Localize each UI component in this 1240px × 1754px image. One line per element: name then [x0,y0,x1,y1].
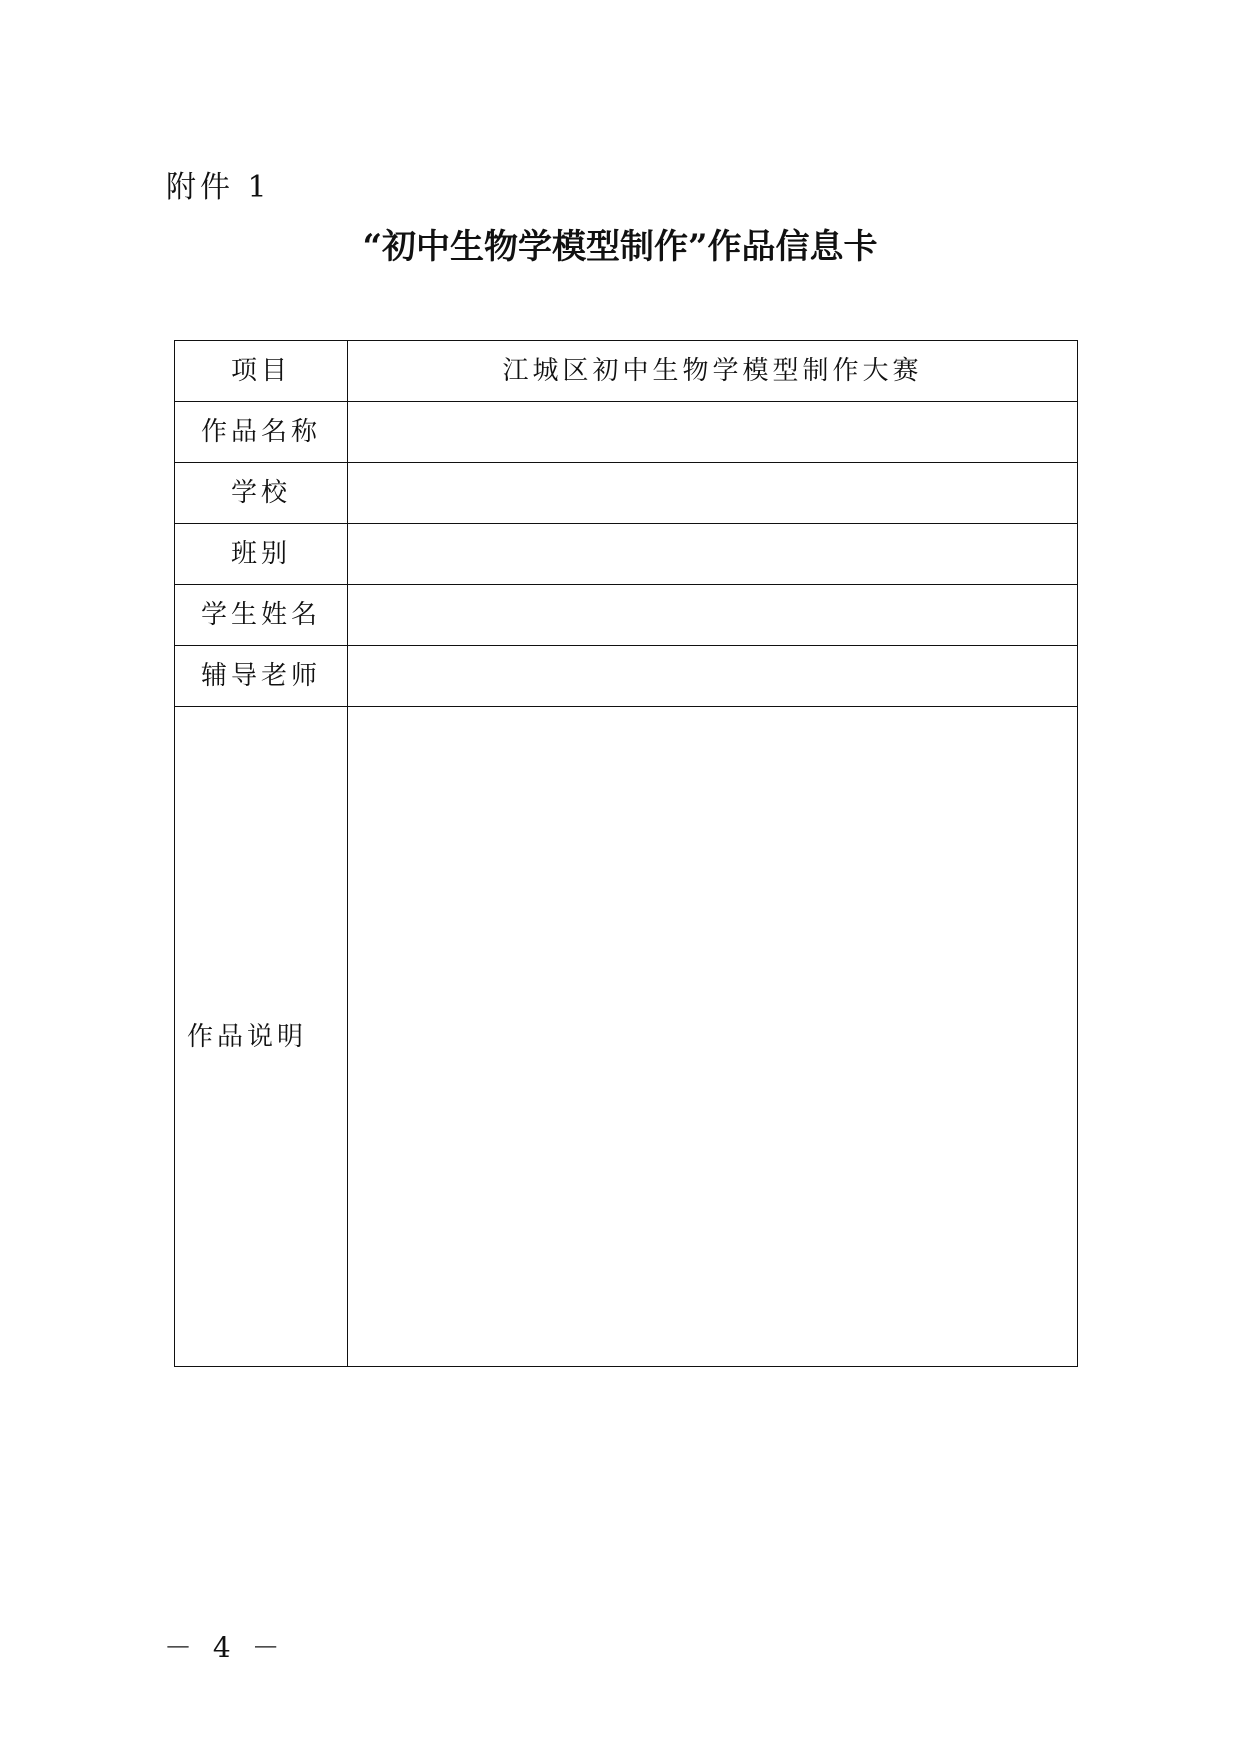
info-card-table [174,340,1078,1367]
description-field[interactable] [348,707,1078,1367]
work-name-field[interactable] [348,402,1078,463]
table-row-school [175,463,1078,524]
table-row-advisor [175,646,1078,707]
page-number: － 4 － [164,1631,286,1664]
class-label: 班别 [175,524,348,585]
document-title: “初中生物学模型制作”作品信息卡 [362,227,878,267]
description-label: 作品说明 [175,707,348,1367]
table-row-description [175,707,1078,1367]
school-label: 学校 [175,463,348,524]
work-name-label: 作品名称 [175,402,348,463]
table-row-class [175,524,1078,585]
table-row-project [175,341,1078,402]
advisor-label: 辅导老师 [175,646,348,707]
project-value: 江城区初中生物学模型制作大赛 [348,341,1078,402]
student-name-field[interactable] [348,585,1078,646]
advisor-field[interactable] [348,646,1078,707]
class-field[interactable] [348,524,1078,585]
project-label: 项目 [175,341,348,402]
attachment-label: 附件 1 [166,170,271,205]
table-row-student-name [175,585,1078,646]
school-field[interactable] [348,463,1078,524]
table-row-work-name [175,402,1078,463]
student-name-label: 学生姓名 [175,585,348,646]
